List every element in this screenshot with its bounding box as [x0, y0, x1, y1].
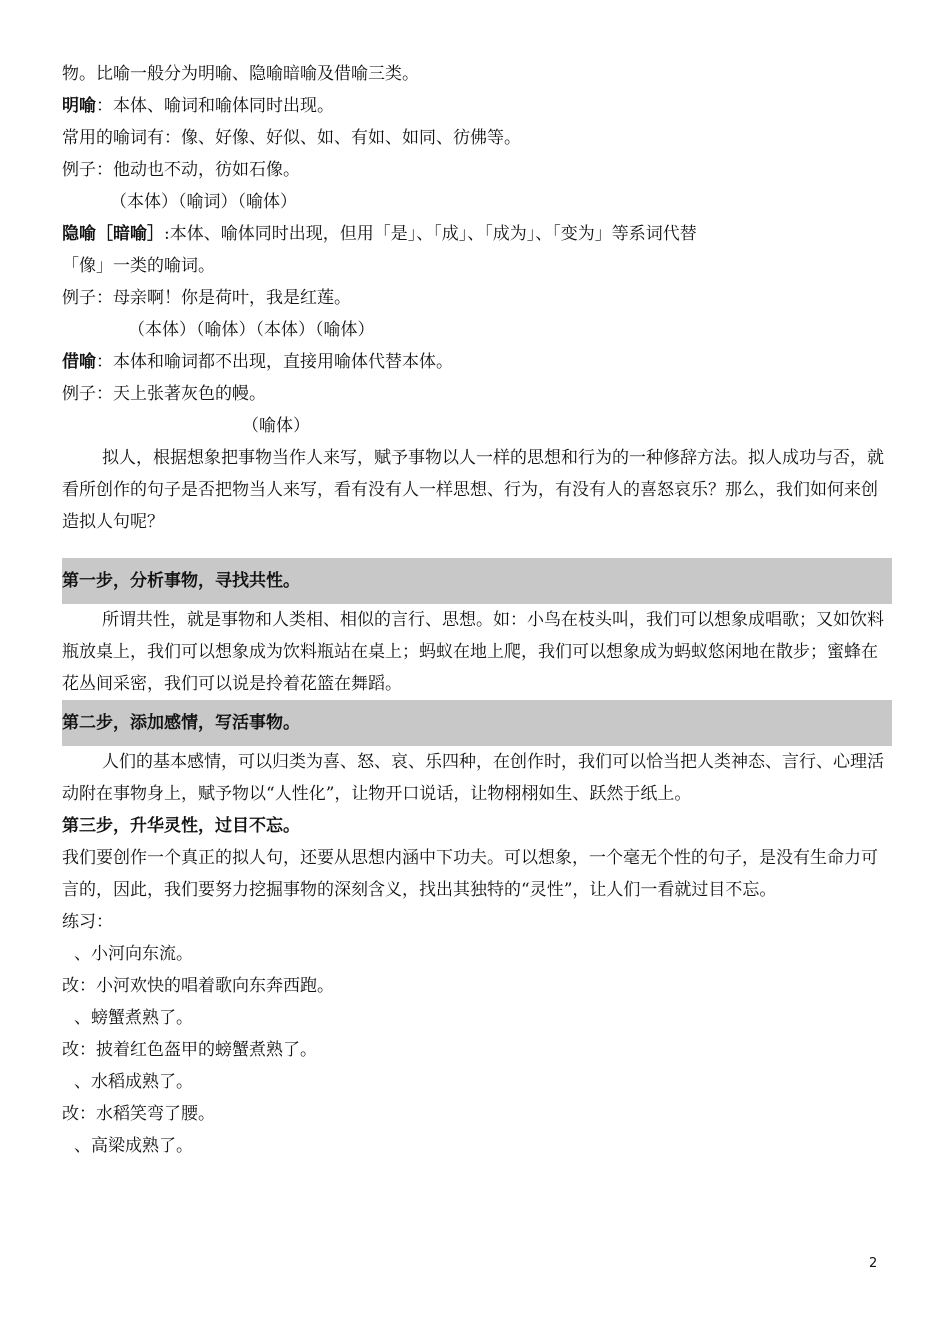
page-number: 2 — [869, 1256, 878, 1271]
practice-title: 练习： — [62, 912, 113, 932]
step1-paragraph: 所谓共性，就是事物和人类相、相似的言行、思想。如：小鸟在枝头叫，我们可以想象成唱歌；又如饮料瓶放桌上，我们可以想象成为饮料瓶站在桌上；蚂蚁在地上爬，我们可以想象成为蚂蚁悠闲地在散步；蜜蜂在花丛间采密，我们可以说是拎着花篮在舞蹈。 — [62, 610, 884, 694]
practice-answer-1: 改：小河欢快的唱着歌向东奔西跑。 — [62, 976, 334, 996]
simile-example: 例子：他动也不动，彷如石像。 — [62, 160, 300, 180]
step1-heading: 第一步，分析事物，寻找共性。 — [62, 558, 892, 604]
metaphor-definition — [62, 218, 892, 250]
metonym-def-text: ：本体和喻词都不出现，直接用喻体代替本体。 — [96, 352, 453, 372]
simile-words: 常用的喻词有：像、好像、好似、如、有如、如同、彷佛等。 — [62, 128, 521, 148]
simile-annotation: （本体）（喻词）（喻体） — [110, 192, 297, 212]
practice-answer-3: 改：水稻笑弯了腰。 — [62, 1104, 215, 1124]
practice-question-4: 、高梁成熟了。 — [74, 1136, 193, 1156]
metaphor-label: 隐喻［暗喻］ — [62, 224, 164, 244]
metaphor-definition-cont: 「像」一类的喻词。 — [62, 256, 215, 276]
simile-def-text: ：本体、喻词和喻体同时出现。 — [96, 96, 334, 116]
metonym-label: 借喻 — [62, 352, 96, 372]
simile-definition — [62, 90, 892, 122]
metonym-annotation: （喻体） — [242, 416, 310, 436]
metaphor-example: 例子：母亲啊！你是荷叶，我是红莲。 — [62, 288, 351, 308]
practice-question-2: 、螃蟹煮熟了。 — [74, 1008, 193, 1028]
personification-paragraph: 拟人，根据想象把事物当作人来写，赋予事物以人一样的思想和行为的一种修辞方法。拟人成功与否，就看所创作的句子是否把物当人来写，看有没有人一样思想、行为，有没有人的喜怒哀乐？那么，我们如何来创造拟人句呢？ — [62, 448, 884, 532]
metaphor-def-text: :本体、喻体同时出现，但用「是」、「成」、「成为」、「变为」等系词代替 — [164, 224, 697, 244]
metonym-example: 例子：天上张著灰色的幔。 — [62, 384, 266, 404]
practice-question-3: 、水稻成熟了。 — [74, 1072, 193, 1092]
metaphor-annotation: （本体）（喻体）（本体）（喻体） — [128, 320, 375, 340]
intro-line: 物。比喻一般分为明喻、隐喻暗喻及借喻三类。 — [62, 64, 419, 84]
practice-answer-2: 改：披着红色盔甲的螃蟹煮熟了。 — [62, 1040, 317, 1060]
step2-heading: 第二步，添加感情，写活事物。 — [62, 700, 892, 746]
step3-heading: 第三步，升华灵性，过目不忘。 — [62, 816, 300, 836]
document-body — [62, 58, 892, 1162]
metonym-definition — [62, 346, 892, 378]
spacer — [62, 538, 892, 558]
practice-question-1: 、小河向东流。 — [74, 944, 193, 964]
simile-label: 明喻 — [62, 96, 96, 116]
step2-paragraph: 人们的基本感情，可以归类为喜、怒、哀、乐四种，在创作时，我们可以恰当把人类神态、言行、心理活动附在事物身上，赋予物以“人性化”，让物开口说话，让物栩栩如生、跃然于纸上。 — [62, 752, 884, 804]
step3-paragraph: 我们要创作一个真正的拟人句，还要从思想内涵中下功夫。可以想象，一个毫无个性的句子，是没有生命力可言的，因此，我们要努力挖掘事物的深刻含义，找出其独特的“灵性”，让人们一看就过目不忘。 — [62, 848, 878, 900]
